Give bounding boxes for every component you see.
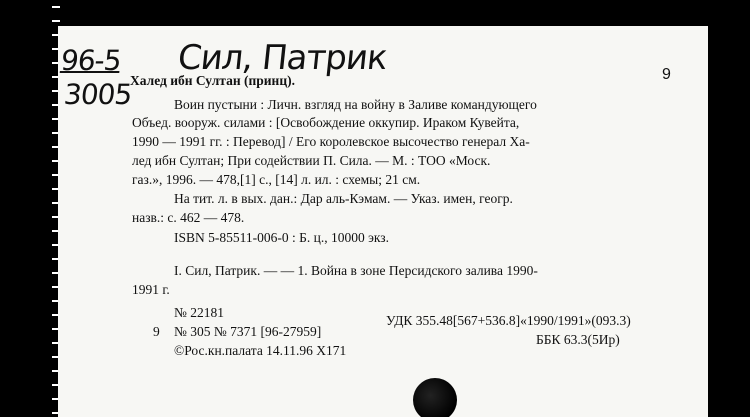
body-line: Объед. вооруж. силами : [Освобождение оккупир. Ираком Кувейта, [132,115,520,130]
body-line: лед ибн Султан; При содействии П. Сила. — М. : ТОО «Моск. [132,153,491,168]
tracing-line: I. Сил, Патрик. — — 1. Война в зоне Персидского залива 1990- [174,263,538,278]
card-right-edge [708,26,750,417]
note-line: назв.: с. 462 — 478. [132,210,245,225]
body-line: газ.», 1996. — 478,[1] с., [14] л. ил. : схемы; 21 см. [132,172,421,187]
left-number: 9 [153,324,160,339]
card-number: 9 [662,66,671,83]
call-number-bottom: 3005 [62,78,133,111]
tracing-line: 1991 г. [132,282,170,297]
numbers-line: № 305 № 7371 [96-27959] [174,324,322,339]
registration-number: № 22181 [174,305,225,320]
note-line: На тит. л. в вых. дан.: Дар аль-Кэмам. — Указ. имен, геогр. [174,191,513,206]
bbk-code: ББК 63.3(5Ир) [536,332,620,347]
body-line: 1990 — 1991 гг. : Перевод] / Его королевское высочество генерал Ха- [132,134,530,149]
isbn: ISBN 5-85511-006-0 : Б. ц., 10000 экз. [174,230,389,245]
handwritten-author: Сил, Патрик [175,38,389,78]
book-chamber: ©Рос.кн.палата 14.11.96 Х171 [174,343,347,358]
call-number-top: 96-5 [59,44,123,77]
udk-code: УДК 355.48[567+536.8]«1990/1991»(093.3) [386,313,631,328]
body-line: Воин пустыни : Личн. взгляд на войну в Заливе командующего [174,97,537,112]
catalog-card [58,26,710,417]
heading: Халед ибн Султан (принц). [130,73,295,88]
punch-hole [413,378,457,417]
